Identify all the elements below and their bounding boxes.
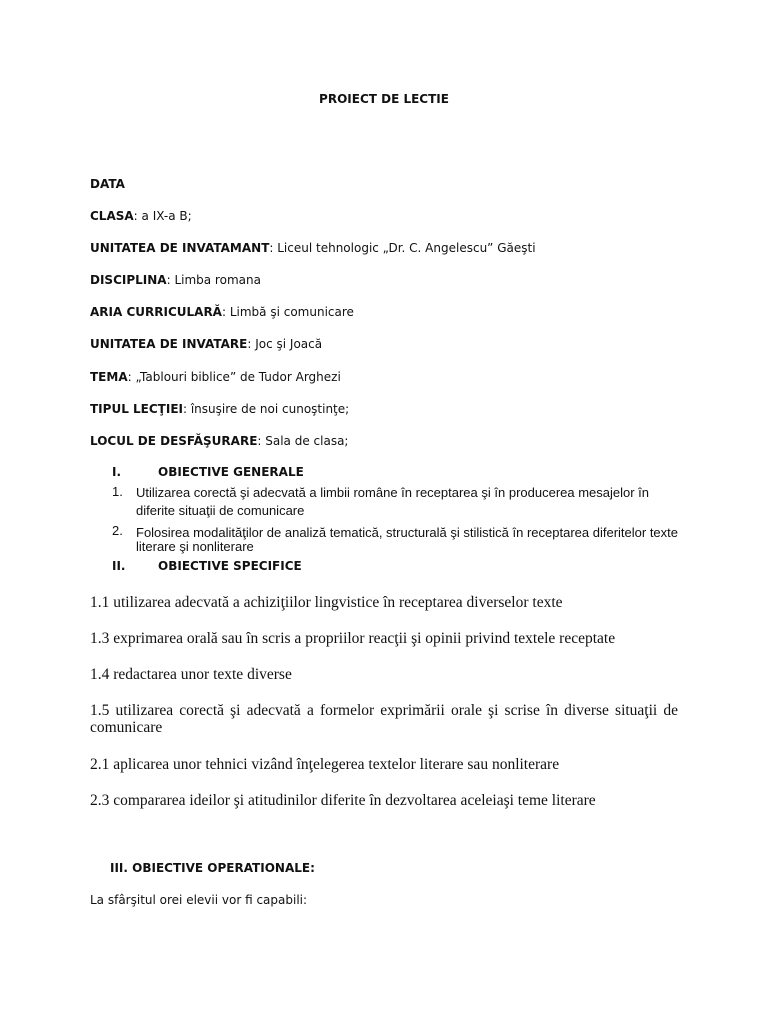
section-2-heading: OBIECTIVE SPECIFICE: [158, 559, 302, 573]
document-title: PROIECT DE LECTIE: [319, 92, 449, 106]
field-unitatea-de-invatare: UNITATEA DE INVATARE: Joc şi Joacă: [90, 337, 323, 351]
field-label: TEMA: [90, 370, 128, 384]
specific-objective: 2.1 aplicarea unor tehnici vizând înţelegerea textelor literare sau nonliterare: [90, 756, 560, 773]
field-value: a IX-a B;: [141, 209, 192, 223]
specific-objective: 1.4 redactarea unor texte diverse: [90, 666, 292, 683]
field-locul-de-desfasurare: LOCUL DE DESFĂŞURARE: Sala de clasa;: [90, 434, 349, 448]
field-value: Limbă şi comunicare: [229, 305, 354, 319]
specific-objective: 2.3 compararea ideilor şi atitudinilor diferite în dezvoltarea aceleiaşi teme literare: [90, 792, 596, 809]
specific-objective: 1.1 utilizarea adecvată a achiziţiilor lingvistice în receptarea diverselor texte: [90, 594, 563, 611]
specific-objective: 1.3 exprimarea orală sau în scris a propriilor reacţii şi opinii privind textele receptate: [90, 630, 616, 647]
general-objective-text: Folosirea modalităţilor de analiză tematică, structurală şi stilistică în receptarea diferitelor texte literare şi nonliterare: [136, 525, 678, 554]
field-aria-curriculara: ARIA CURRICULARĂ: Limbă şi comunicare: [90, 305, 354, 319]
field-unitatea-de-invatamant: UNITATEA DE INVATAMANT: Liceul tehnologic „Dr. C. Angelescu” Găeşti: [90, 241, 536, 255]
field-label: DATA: [90, 177, 125, 191]
field-value: Joc şi Joacă: [255, 337, 323, 351]
field-value: Liceul tehnologic „Dr. C. Angelescu” Găeşti: [277, 241, 536, 255]
field-label: CLASA: [90, 209, 134, 223]
specific-objective: 1.5 utilizarea corectă şi adecvată a formelor exprimării orale şi scrise în diverse situaţii de comunicare: [90, 702, 678, 736]
general-objective-number: 1.: [112, 484, 123, 499]
closing-line: La sfârşitul orei elevii vor fi capabili:: [90, 893, 308, 907]
field-value: Sala de clasa;: [265, 434, 349, 448]
field-label: LOCUL DE DESFĂŞURARE: [90, 434, 258, 448]
section-1-heading: OBIECTIVE GENERALE: [158, 465, 304, 479]
field-data: [90, 177, 125, 191]
field-clasa: CLASA: a IX-a B;: [90, 209, 192, 223]
section-2-numeral: II.: [112, 559, 126, 573]
field-label: UNITATEA DE INVATARE: [90, 337, 248, 351]
field-disciplina: DISCIPLINA: Limba romana: [90, 273, 261, 287]
general-objective-text: Utilizarea corectă şi adecvată a limbii române în receptarea şi în producerea mesajelor în diferite situaţii de comunicare: [136, 485, 650, 518]
field-label: ARIA CURRICULARĂ: [90, 305, 222, 319]
field-tipul-lectiei: TIPUL LECŢIEI: însuşire de noi cunoştinţe;: [90, 402, 350, 416]
field-label: TIPUL LECŢIEI: [90, 402, 183, 416]
field-tema: TEMA: „Tablouri biblice” de Tudor Arghezi: [90, 370, 341, 384]
field-value: Limba romana: [174, 273, 261, 287]
section-3-heading: III. OBIECTIVE OPERATIONALE:: [110, 861, 315, 875]
field-value: însuşire de noi cunoştinţe;: [190, 402, 350, 416]
field-label: UNITATEA DE INVATAMANT: [90, 241, 270, 255]
general-objective-number: 2.: [112, 523, 123, 538]
section-1-numeral: I.: [112, 465, 122, 479]
field-label: DISCIPLINA: [90, 273, 167, 287]
field-value: „Tablouri biblice” de Tudor Arghezi: [135, 370, 341, 384]
